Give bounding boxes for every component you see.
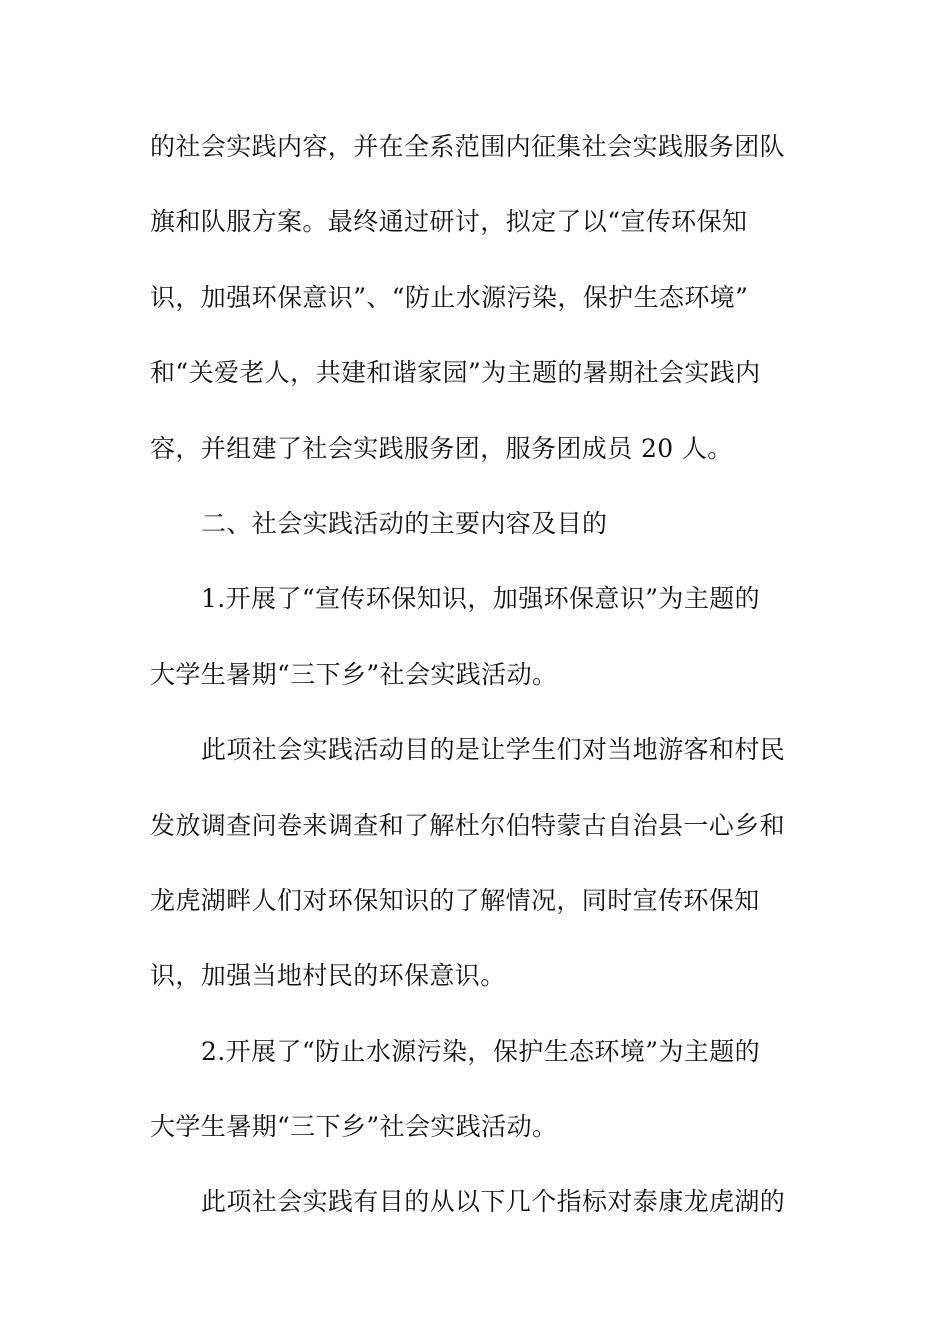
text-line: 的社会实践内容，并在全系范围内征集社会实践服务团队 <box>150 132 786 161</box>
text-line: 和“关爱老人，共建和谐家园”为主题的暑期社会实践内 <box>150 358 761 388</box>
text-line: 识，加强当地村民的环保意识。 <box>150 961 506 991</box>
text-line: 2.开展了“防止水源污染，保护生态环境”为主题的 <box>201 1036 761 1066</box>
text-line: 容，并组建了社会实践服务团，服务团成员 20 人。 <box>150 433 733 463</box>
text-line: 发放调查问卷来调查和了解杜尔伯特蒙古自治县一心乡和 <box>150 810 786 840</box>
text-line: 此项社会实践有目的从以下几个指标对泰康龙虎湖的 <box>201 1187 786 1217</box>
section-heading: 二、社会实践活动的主要内容及目的 <box>201 508 608 538</box>
text-line: 大学生暑期“三下乡”社会实践活动。 <box>150 1112 558 1142</box>
text-line: 识，加强环保意识”、“防止水源污染，保护生态环境” <box>150 282 749 312</box>
text-line: 此项社会实践活动目的是让学生们对当地游客和村民 <box>201 735 786 765</box>
document-body <box>150 128 795 1259</box>
text-line: 龙虎湖畔人们对环保知识的了解情况，同时宣传环保知 <box>150 885 760 915</box>
text-line: 大学生暑期“三下乡”社会实践活动。 <box>150 659 558 689</box>
text-line: 1.开展了“宣传环保知识，加强环保意识”为主题的 <box>201 584 761 614</box>
text-line: 旗和队服方案。最终通过研讨，拟定了以“宣传环保知 <box>150 207 748 237</box>
